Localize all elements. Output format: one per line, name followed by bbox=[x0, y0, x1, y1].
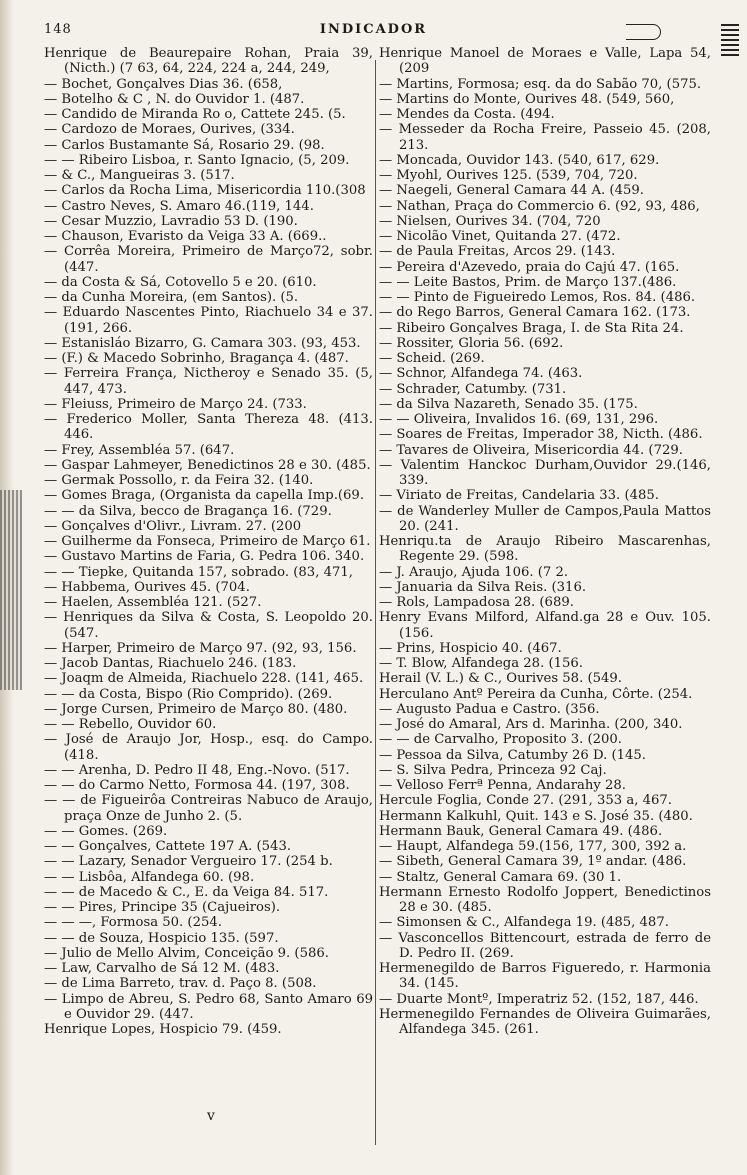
directory-entry: — de Paula Freitas, Arcos 29. (143. bbox=[379, 244, 616, 260]
directory-entry: — — da Costa, Bispo (Rio Comprido). (269. bbox=[44, 686, 333, 702]
directory-entry: — Myohl, Ourives 125. (539, 704, 720. bbox=[379, 168, 638, 183]
directory-entry: Hercule Foglia, Conde 27. (291, 353 a, 467. bbox=[379, 793, 672, 809]
directory-entry: — Gustavo Martins de Faria, G. Pedra 106. 340. bbox=[44, 549, 365, 565]
directory-entry: — Gonçalves d'Olivr., Livram. 27. (200 bbox=[44, 518, 302, 534]
directory-entry: — Schnor, Alfandega 74. (463. bbox=[379, 366, 583, 382]
directory-entry: — Nicolão Vinet, Quitanda 27. (472. bbox=[379, 229, 621, 244]
directory-entry: — Martins, Formosa; esq. da do Sabão 70, (575. bbox=[379, 76, 702, 92]
directory-entry: — — de Carvalho, Proposito 3. (200. bbox=[379, 732, 622, 748]
directory-entry: — Simonsen & C., Alfandega 19. (485, 487. bbox=[379, 915, 669, 931]
directory-entry: — Habbema, Ourives 45. (704. bbox=[44, 579, 250, 595]
directory-entry: Henry Evans Milford, Alfand.ga 28 e Ouv. 105. (156. bbox=[379, 610, 711, 641]
directory-entry: — Rols, Lampadosa 28. (689. bbox=[379, 595, 574, 610]
directory-entry: — Martins do Monte, Ourives 48. (549, 560, bbox=[379, 91, 675, 107]
directory-entry: Herculano Antº Pereira da Cunha, Côrte. (254. bbox=[379, 686, 693, 702]
directory-entry: — Gaspar Lahmeyer, Benedictinos 28 e 30. (485. bbox=[44, 457, 371, 473]
directory-entry: — — Gonçalves, Cattete 197 A. (543. bbox=[44, 839, 292, 854]
directory-entry: — Chauson, Evaristo da Veiga 33 A. (669.. bbox=[44, 229, 327, 244]
directory-entry: — Augusto Padua e Castro. (356. bbox=[379, 701, 600, 717]
directory-entry: — Soares de Freitas, Imperador 38, Nicth. (486. bbox=[379, 427, 703, 443]
directory-entry: — Jacob Dantas, Riachuelo 246. (183. bbox=[44, 656, 297, 671]
directory-entry: — Fleiuss, Primeiro de Março 24. (733. bbox=[44, 396, 307, 412]
directory-entry: — Eduardo Nascentes Pinto, Riachuelo 34 e 37. (191, 266. bbox=[44, 305, 373, 336]
footer-mark: v bbox=[207, 1108, 215, 1124]
directory-entry: — Candido de Miranda Ro o, Cattete 245. (5. bbox=[44, 107, 346, 122]
directory-entry: — — Lazary, Senador Vergueiro 17. (254 b. bbox=[44, 854, 333, 870]
directory-entry: — Cesar Muzzio, Lavradio 53 D. (190. bbox=[44, 213, 298, 229]
directory-entry: — da Cunha Moreira, (em Santos). (5. bbox=[44, 290, 299, 305]
page-header bbox=[0, 22, 747, 42]
directory-entry: — Law, Carvalho de Sá 12 M. (483. bbox=[44, 961, 280, 976]
directory-entry: — Harper, Primeiro de Março 97. (92, 93, 156. bbox=[44, 640, 357, 656]
directory-entry: — de Wanderley Muller de Campos,Paula Mattos 20. (241. bbox=[379, 503, 711, 534]
directory-entry: — Viriato de Freitas, Candelaria 33. (485. bbox=[379, 488, 659, 504]
directory-entry: — S. Silva Pedra, Princeza 92 Caj. bbox=[379, 762, 607, 778]
directory-entry: — Joaqm de Almeida, Riachuelo 228. (141, 465. bbox=[44, 671, 364, 687]
directory-entry: Herail (V. L.) & C., Ourives 58. (549. bbox=[379, 671, 622, 687]
directory-entry: — Velloso Ferrª Penna, Andarahy 28. bbox=[379, 778, 626, 793]
directory-entry: — Pereira d'Azevedo, praia do Cajú 47. (165. bbox=[379, 259, 680, 275]
corner-smudge bbox=[721, 22, 739, 56]
directory-entry: — Cardozo de Moraes, Ourives, (334. bbox=[44, 122, 295, 138]
directory-entry: — do Rego Barros, General Camara 162. (173. bbox=[379, 305, 691, 321]
directory-entry: — José do Amaral, Ars d. Marinha. (200, 340. bbox=[379, 717, 683, 732]
directory-entry: — de Lima Barreto, trav. d. Paço 8. (508. bbox=[44, 976, 317, 992]
directory-entry: — Pessoa da Silva, Catumby 26 D. (145. bbox=[379, 747, 646, 763]
directory-entry: — Limpo de Abreu, S. Pedro 68, Santo Amaro 69 e Ouvidor 29. (447. bbox=[44, 991, 373, 1022]
directory-entry: — (F.) & Macedo Sobrinho, Bragança 4. (487. bbox=[44, 351, 349, 366]
directory-entry: — Frey, Assembléa 57. (647. bbox=[44, 442, 235, 458]
directory-entry: — Staltz, General Camara 69. (30 1. bbox=[379, 869, 622, 885]
directory-entry: — Nielsen, Ourives 34. (704, 720 bbox=[379, 213, 601, 229]
right-column bbox=[379, 46, 711, 1037]
directory-entry: — Gomes Braga, (Organista da capella Imp.(69. bbox=[44, 488, 365, 504]
directory-entry: — Rossiter, Gloria 56. (692. bbox=[379, 335, 564, 351]
directory-entry: — — —, Formosa 50. (254. bbox=[44, 915, 222, 931]
directory-entry: — Naegeli, General Camara 44 A. (459. bbox=[379, 183, 644, 199]
directory-entry: — Frederico Moller, Santa Thereza 48. (413. 446. bbox=[44, 412, 373, 443]
directory-entry: — T. Blow, Alfandega 28. (156. bbox=[379, 656, 583, 671]
directory-entry: — Haupt, Alfandega 59.(156, 177, 300, 392 a. bbox=[379, 839, 687, 854]
directory-entry: — Scheid. (269. bbox=[379, 351, 485, 366]
directory-entry: — Ribeiro Gonçalves Braga, I. de Sta Rita 24. bbox=[379, 320, 684, 336]
directory-entry: — — Lisbôa, Alfandega 60. (98. bbox=[44, 869, 255, 885]
directory-entry: — Carlos Bustamante Sá, Rosario 29. (98. bbox=[44, 137, 325, 153]
directory-entry: — — do Carmo Netto, Formosa 44. (197, 308. bbox=[44, 778, 350, 793]
directory-entry: — Botelho & C , N. do Ouvidor 1. (487. bbox=[44, 91, 305, 107]
directory-entry: — — de Souza, Hospicio 135. (597. bbox=[44, 930, 279, 946]
directory-entry: — — de Macedo & C., E. da Veiga 84. 517. bbox=[44, 884, 329, 900]
directory-entry: — Valentim Hanckoc Durham,Ouvidor 29.(146, 339. bbox=[379, 457, 711, 488]
directory-entry: — Haelen, Assembléa 121. (527. bbox=[44, 595, 262, 610]
directory-entry: — da Silva Nazareth, Senado 35. (175. bbox=[379, 396, 638, 412]
directory-entry: — Guilherme da Fonseca, Primeiro de Março 61. bbox=[44, 534, 371, 549]
directory-entry: — Moncada, Ouvidor 143. (540, 617, 629. bbox=[379, 152, 660, 168]
directory-entry: — — Arenha, D. Pedro II 48, Eng.-Novo. (517. bbox=[44, 762, 350, 778]
directory-entry: — Julio de Mello Alvim, Conceição 9. (586. bbox=[44, 945, 329, 961]
directory-entry: — Prins, Hospicio 40. (467. bbox=[379, 640, 562, 656]
ink-mark bbox=[626, 24, 661, 40]
directory-entry: — — Gomes. (269. bbox=[44, 823, 168, 839]
directory-entry: — Henriques da Silva & Costa, S. Leopoldo 20. (547. bbox=[44, 610, 373, 641]
directory-entry: — — Tiepke, Quitanda 157, sobrado. (83, 471, bbox=[44, 564, 353, 580]
directory-entry: — Nathan, Praça do Commercio 6. (92, 93, 486, bbox=[379, 198, 700, 214]
directory-entry: — Corrêa Moreira, Primeiro de Março72, sobr. (447. bbox=[44, 244, 373, 275]
page-number: 148 bbox=[44, 22, 72, 37]
directory-entry: — Duarte Montº, Imperatriz 52. (152, 187, 446. bbox=[379, 991, 699, 1007]
directory-entry: — Jorge Cursen, Primeiro de Março 80. (480. bbox=[44, 701, 348, 717]
directory-entry: — Januaria da Silva Reis. (316. bbox=[379, 579, 587, 595]
directory-entry: Henrique Manoel de Moraes e Valle, Lapa 54, (209 bbox=[379, 46, 711, 77]
directory-entry: — Bochet, Gonçalves Dias 36. (658, bbox=[44, 76, 283, 92]
binding-thread bbox=[0, 490, 22, 690]
directory-entry: — Estanisláo Bizarro, G. Camara 303. (93, 453. bbox=[44, 335, 361, 351]
directory-entry: — Messeder da Rocha Freire, Passeio 45. (208, 213. bbox=[379, 122, 711, 153]
directory-entry: — Mendes da Costa. (494. bbox=[379, 107, 555, 122]
directory-entry: — Sibeth, General Camara 39, 1º andar. (486. bbox=[379, 854, 687, 870]
directory-entry: — José de Araujo Jor, Hosp., esq. do Campo.(418. bbox=[44, 732, 373, 763]
directory-entry: Hermann Bauk, General Camara 49. (486. bbox=[379, 823, 663, 839]
left-column bbox=[44, 46, 373, 1037]
directory-entry: Henriqu.ta de Araujo Ribeiro Mascarenhas, Regente 29. (598. bbox=[379, 534, 711, 565]
directory-entry: — — Pires, Principe 35 (Cajueiros). bbox=[44, 900, 281, 915]
directory-entry: Hermann Kalkuhl, Quit. 143 e S. José 35. (480. bbox=[379, 808, 693, 824]
directory-entry: Henrique Lopes, Hospicio 79. (459. bbox=[44, 1022, 282, 1037]
directory-entry: — — Oliveira, Invalidos 16. (69, 131, 296. bbox=[379, 412, 659, 427]
directory-entry: — Carlos da Rocha Lima, Misericordia 110.(308 bbox=[44, 183, 366, 199]
directory-entry: — Ferreira França, Nictheroy e Senado 35. (5, 447, 473. bbox=[44, 366, 373, 397]
directory-entry: Hermann Ernesto Rodolfo Joppert, Benedictinos 28 e 30. (485. bbox=[379, 884, 711, 915]
directory-entry: — da Costa & Sá, Cotovello 5 e 20. (610. bbox=[44, 274, 317, 290]
directory-entry: — Castro Neves, S. Amaro 46.(119, 144. bbox=[44, 198, 314, 214]
directory-entry: — & C., Mangueiras 3. (517. bbox=[44, 168, 235, 183]
directory-entry: — Germak Possollo, r. da Feira 32. (140. bbox=[44, 473, 314, 488]
directory-entry: — — Ribeiro Lisboa, r. Santo Ignacio, (5, 209. bbox=[44, 152, 350, 168]
directory-entry: Hermenegildo de Barros Figueredo, r. Harmonia 34. (145. bbox=[379, 961, 711, 992]
directory-entry: — Vasconcellos Bittencourt, estrada de ferro de D. Pedro II. (269. bbox=[379, 930, 711, 961]
directory-entry: — — Leite Bastos, Prim. de Março 137.(486. bbox=[379, 274, 677, 290]
directory-entry: — — Rebello, Ouvidor 60. bbox=[44, 717, 217, 732]
directory-entry: — — de Figueirôa Contreiras Nabuco de Araujo, praça Onze de Junho 2. (5. bbox=[44, 793, 373, 824]
directory-entry: Henrique de Beaurepaire Rohan, Praia 39, (Nicth.) (7 63, 64, 224, 224 a, 244, 249, bbox=[44, 46, 373, 77]
directory-entry: — — Pinto de Figueiredo Lemos, Ros. 84. (486. bbox=[379, 290, 696, 305]
directory-entry: — — da Silva, becco de Bragança 16. (729. bbox=[44, 503, 332, 519]
column-divider bbox=[375, 60, 376, 1145]
directory-entry: — Tavares de Oliveira, Misericordia 44. (729. bbox=[379, 442, 683, 458]
directory-entry: — J. Araujo, Ajuda 106. (7 2. bbox=[379, 564, 569, 580]
directory-entry: Hermenegildo Fernandes de Oliveira Guimarães, Alfandega 345. (261. bbox=[379, 1006, 711, 1037]
page-title: INDICADOR bbox=[319, 22, 428, 37]
directory-entry: — Schrader, Catumby. (731. bbox=[379, 381, 567, 397]
